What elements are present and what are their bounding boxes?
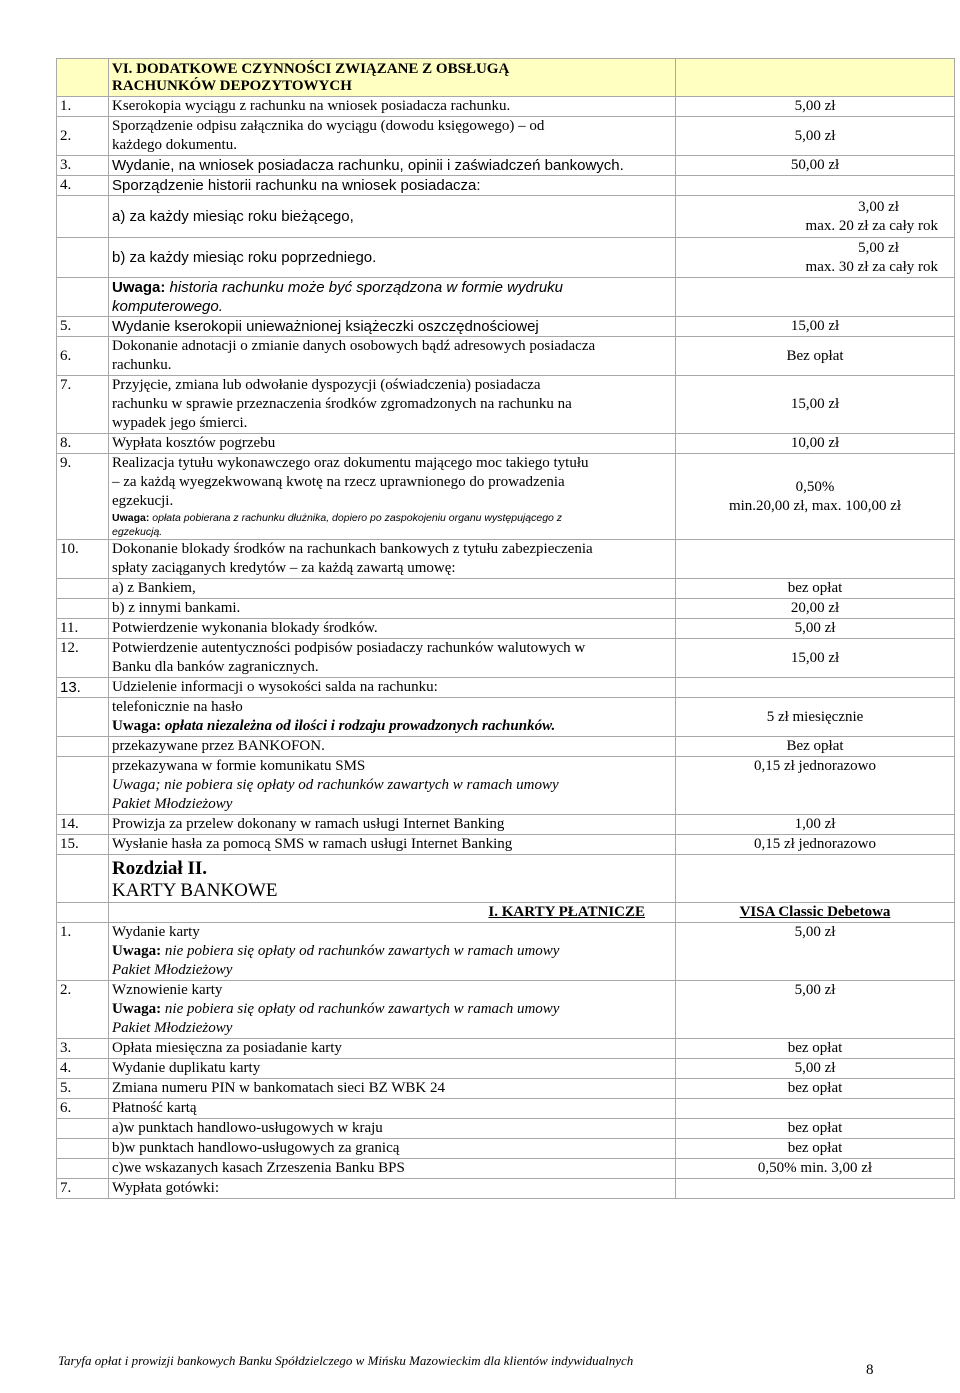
row-number: 6. (57, 337, 109, 376)
row-sub-b: b) za każdy miesiąc roku poprzedniego. (109, 238, 676, 278)
row-number: 11. (57, 619, 109, 639)
section-vi-title-line1: VI. DODATKOWE CZYNNOŚCI ZWIĄZANE Z OBSŁUGĄ (112, 60, 510, 77)
row-number: 3. (57, 156, 109, 176)
table-row-sub (57, 1119, 955, 1139)
row-description: Wznowienie karty (112, 982, 223, 998)
note-text-line2: Pakiet Młodzieżowy (112, 796, 233, 812)
row-fee: 5,00 zł (676, 97, 955, 117)
table-row (57, 540, 955, 579)
row-description-line1: Realizacja tytułu wykonawczego oraz dokumentu mającego moc takiego tytułu (112, 455, 589, 471)
table-row-sub (57, 1139, 955, 1159)
row-description: Wydanie duplikatu karty (109, 1059, 676, 1079)
table-row (57, 317, 955, 337)
row-fee-b: 20,00 zł (676, 599, 955, 619)
row-fee: 15,00 zł (676, 639, 955, 678)
table-row (57, 1079, 955, 1099)
row-number: 14. (57, 815, 109, 835)
subsection-header (57, 903, 955, 923)
row-number: 7. (57, 376, 109, 434)
note-text-line1: opłata pobierana z rachunku dłużnika, dopiero po zaspokojeniu organu występującego z (152, 512, 563, 524)
row-fee-phone: 5 zł miesięcznie (676, 698, 955, 737)
page-footer: Taryfa opłat i prowizji bankowych Banku Spółdzielczego w Mińsku Mazowieckim dla klientów indywidualnych (58, 1353, 634, 1368)
row-fee: 5,00 zł (676, 923, 955, 981)
row-sub-phone: telefonicznie na hasło (112, 699, 243, 715)
row-number: 2. (57, 117, 109, 156)
table-row (57, 454, 955, 540)
note-label: Uwaga: (112, 1001, 162, 1017)
table-row (57, 176, 955, 196)
table-row (57, 1039, 955, 1059)
row-fee: 5,00 zł (676, 981, 955, 1039)
table-row (57, 376, 955, 434)
row-number: 12. (57, 639, 109, 678)
row-fee-bankofon: Bez opłat (676, 737, 955, 757)
row-number: 5. (57, 317, 109, 337)
note-label: Uwaga: (112, 512, 150, 524)
table-row (57, 815, 955, 835)
note-text-line2: Pakiet Młodzieżowy (112, 1020, 233, 1036)
table-row (57, 117, 955, 156)
row-description-line2: rachunku w sprawie przeznaczenia środków zgromadzonych na rachunku na (112, 396, 572, 412)
table-row-sub (57, 599, 955, 619)
table-row-sub (57, 196, 955, 238)
row-number: 10. (57, 540, 109, 579)
note-text: historia rachunku może być sporządzona w formie wydruku komputerowego. (112, 279, 564, 315)
row-fee: 5,00 zł (676, 1059, 955, 1079)
row-sub-b: b)w punktach handlowo-usługowych za granicą (109, 1139, 676, 1159)
page-number: 8 (866, 1362, 874, 1378)
row-fee-a: bez opłat (676, 579, 955, 599)
note-label: Uwaga: (112, 718, 162, 734)
row-sub-a: a) z Bankiem, (109, 579, 676, 599)
table-row (57, 156, 955, 176)
table-row-sub (57, 698, 955, 737)
row-number: 7. (57, 1179, 109, 1199)
row-sub-c: c)we wskazanych kasach Zrzeszenia Banku BPS (109, 1159, 676, 1179)
row-fee-c: 0,50% min. 3,00 zł (676, 1159, 955, 1179)
row-description-line3: egzekucji. (112, 493, 174, 509)
row-fee-b1: 5,00 zł (858, 239, 899, 256)
table-row-sub (57, 757, 955, 815)
row-description-line1: Przyjęcie, zmiana lub odwołanie dyspozycji (oświadczenia) posiadacza (112, 377, 541, 393)
row-fee: 5,00 zł (676, 117, 955, 156)
row-sub-bankofon: przekazywane przez BANKOFON. (109, 737, 676, 757)
row-number: 9. (57, 454, 109, 540)
row-number: 4. (57, 176, 109, 196)
note-text-line1: nie pobiera się opłaty od rachunków zawartych w ramach umowy (164, 943, 560, 959)
subsection-title: I. KARTY PŁATNICZE (488, 904, 645, 920)
row-description-line3: wypadek jego śmierci. (112, 415, 248, 431)
row-fee: 0,15 zł jednorazowo (676, 835, 955, 855)
row-fee: 15,00 zł (676, 317, 955, 337)
row-description: Wydanie, na wniosek posiadacza rachunku, opinii i zaświadczeń bankowych. (109, 156, 676, 176)
row-description: Udzielenie informacji o wysokości salda na rachunku: (109, 678, 676, 698)
table-row (57, 337, 955, 376)
row-fee-line1: 0,50% (795, 478, 835, 495)
table-row (57, 619, 955, 639)
row-fee-sms: 0,15 zł jednorazowo (676, 757, 955, 815)
row-number: 1. (57, 923, 109, 981)
table-row (57, 835, 955, 855)
row-description-line1: Dokonanie blokady środków na rachunkach bankowych z tytułu zabezpieczenia (112, 541, 593, 557)
table-row (57, 923, 955, 981)
note-label: Uwaga: (112, 943, 162, 959)
row-description: Opłata miesięczna za posiadanie karty (109, 1039, 676, 1059)
fee-table (56, 58, 955, 1199)
row-number: 2. (57, 981, 109, 1039)
row-description: Wypłata kosztów pogrzebu (109, 434, 676, 454)
row-fee-b2: max. 30 zł za cały rok (805, 258, 938, 275)
row-fee: 10,00 zł (676, 434, 955, 454)
table-row-sub (57, 238, 955, 278)
row-sub-b: b) z innymi bankami. (109, 599, 676, 619)
row-number: 15. (57, 835, 109, 855)
table-row (57, 434, 955, 454)
row-description: Prowizja za przelew dokonany w ramach usługi Internet Banking (109, 815, 676, 835)
row-number: 1. (57, 97, 109, 117)
row-description: Płatność kartą (109, 1099, 676, 1119)
row-fee: bez opłat (676, 1039, 955, 1059)
row-fee: 5,00 zł (676, 619, 955, 639)
row-description: Zmiana numeru PIN w bankomatach sieci BZ WBK 24 (109, 1079, 676, 1099)
row-fee-a2: max. 20 zł za cały rok (805, 217, 938, 234)
row-sub-a: a)w punktach handlowo-usługowych w kraju (109, 1119, 676, 1139)
row-fee-a1: 3,00 zł (858, 198, 899, 215)
row-description: Wysłanie hasła za pomocą SMS w ramach usługi Internet Banking (109, 835, 676, 855)
row-fee: 15,00 zł (676, 376, 955, 434)
chapter-title: Rozdział II. (112, 858, 207, 879)
row-fee-a: bez opłat (676, 1119, 955, 1139)
row-number: 4. (57, 1059, 109, 1079)
card-type-name: VISA Classic Debetowa (676, 903, 955, 923)
row-description-line1: Dokonanie adnotacji o zmianie danych osobowych bądź adresowych posiadacza (112, 338, 596, 354)
note-label: Uwaga: (112, 279, 166, 296)
chapter-header (57, 855, 955, 903)
row-fee-line2: min.20,00 zł, max. 100,00 zł (728, 497, 902, 514)
table-row (57, 678, 955, 698)
table-row-sub (57, 579, 955, 599)
table-row (57, 639, 955, 678)
row-sub-sms: przekazywana w formie komunikatu SMS (112, 758, 366, 774)
row-description: Wypłata gotówki: (109, 1179, 676, 1199)
row-description-line1: Sporządzenie odpisu załącznika do wyciągu (dowodu księgowego) – od (112, 118, 545, 134)
row-description-line2: spłaty zaciąganych kredytów – za każdą zawartą umowę: (112, 560, 456, 576)
row-number: 6. (57, 1099, 109, 1119)
row-description: Potwierdzenie wykonania blokady środków. (109, 619, 676, 639)
row-description: Wydanie kserokopii unieważnionej książeczki oszczędnościowej (109, 317, 676, 337)
row-fee-b: bez opłat (676, 1139, 955, 1159)
row-number: 5. (57, 1079, 109, 1099)
table-row (57, 1179, 955, 1199)
row-sub-a: a) za każdy miesiąc roku bieżącego, (109, 196, 676, 238)
row-fee: bez opłat (676, 1079, 955, 1099)
row-description-line2: Banku dla banków zagranicznych. (112, 659, 319, 675)
note-text-line1: Uwaga; nie pobiera się opłaty od rachunków zawartych w ramach umowy (112, 777, 559, 793)
note-text-line2: Pakiet Młodzieżowy (112, 962, 233, 978)
row-fee: 1,00 zł (676, 815, 955, 835)
row-description-line2: rachunku. (112, 357, 172, 373)
row-fee: 50,00 zł (676, 156, 955, 176)
row-number: 13. (57, 678, 109, 698)
table-row (57, 1059, 955, 1079)
row-number: 8. (57, 434, 109, 454)
table-row-sub (57, 737, 955, 757)
section-vi-title-line2: RACHUNKÓW DEPOZYTOWYCH (112, 77, 352, 94)
chapter-subtitle: KARTY BANKOWE (112, 880, 278, 901)
row-description: Kserokopia wyciągu z rachunku na wniosek posiadacza rachunku. (109, 97, 676, 117)
row-description-line1: Potwierdzenie autentyczności podpisów posiadaczy rachunków walutowych w (112, 640, 586, 656)
table-row-sub (57, 1159, 955, 1179)
note-text-line2: egzekucją. (112, 526, 163, 538)
table-row (57, 1099, 955, 1119)
row-description-line2: – za każdą wyegzekwowaną kwotę na rzecz uprawnionego do prowadzenia (112, 474, 565, 490)
row-description: Wydanie karty (112, 924, 200, 940)
table-row-note (57, 278, 955, 317)
section-vi-header (57, 59, 955, 97)
fee-table-page (56, 58, 954, 1199)
row-description: Sporządzenie historii rachunku na wniosek posiadacza: (109, 176, 676, 196)
table-row (57, 981, 955, 1039)
row-fee: Bez opłat (676, 337, 955, 376)
row-fee (676, 1179, 955, 1199)
note-text-line1: nie pobiera się opłaty od rachunków zawartych w ramach umowy (164, 1001, 560, 1017)
row-description-line2: każdego dokumentu. (112, 137, 237, 153)
row-number: 3. (57, 1039, 109, 1059)
table-row (57, 97, 955, 117)
note-text: opłata niezależna od ilości i rodzaju prowadzonych rachunków. (164, 718, 556, 734)
